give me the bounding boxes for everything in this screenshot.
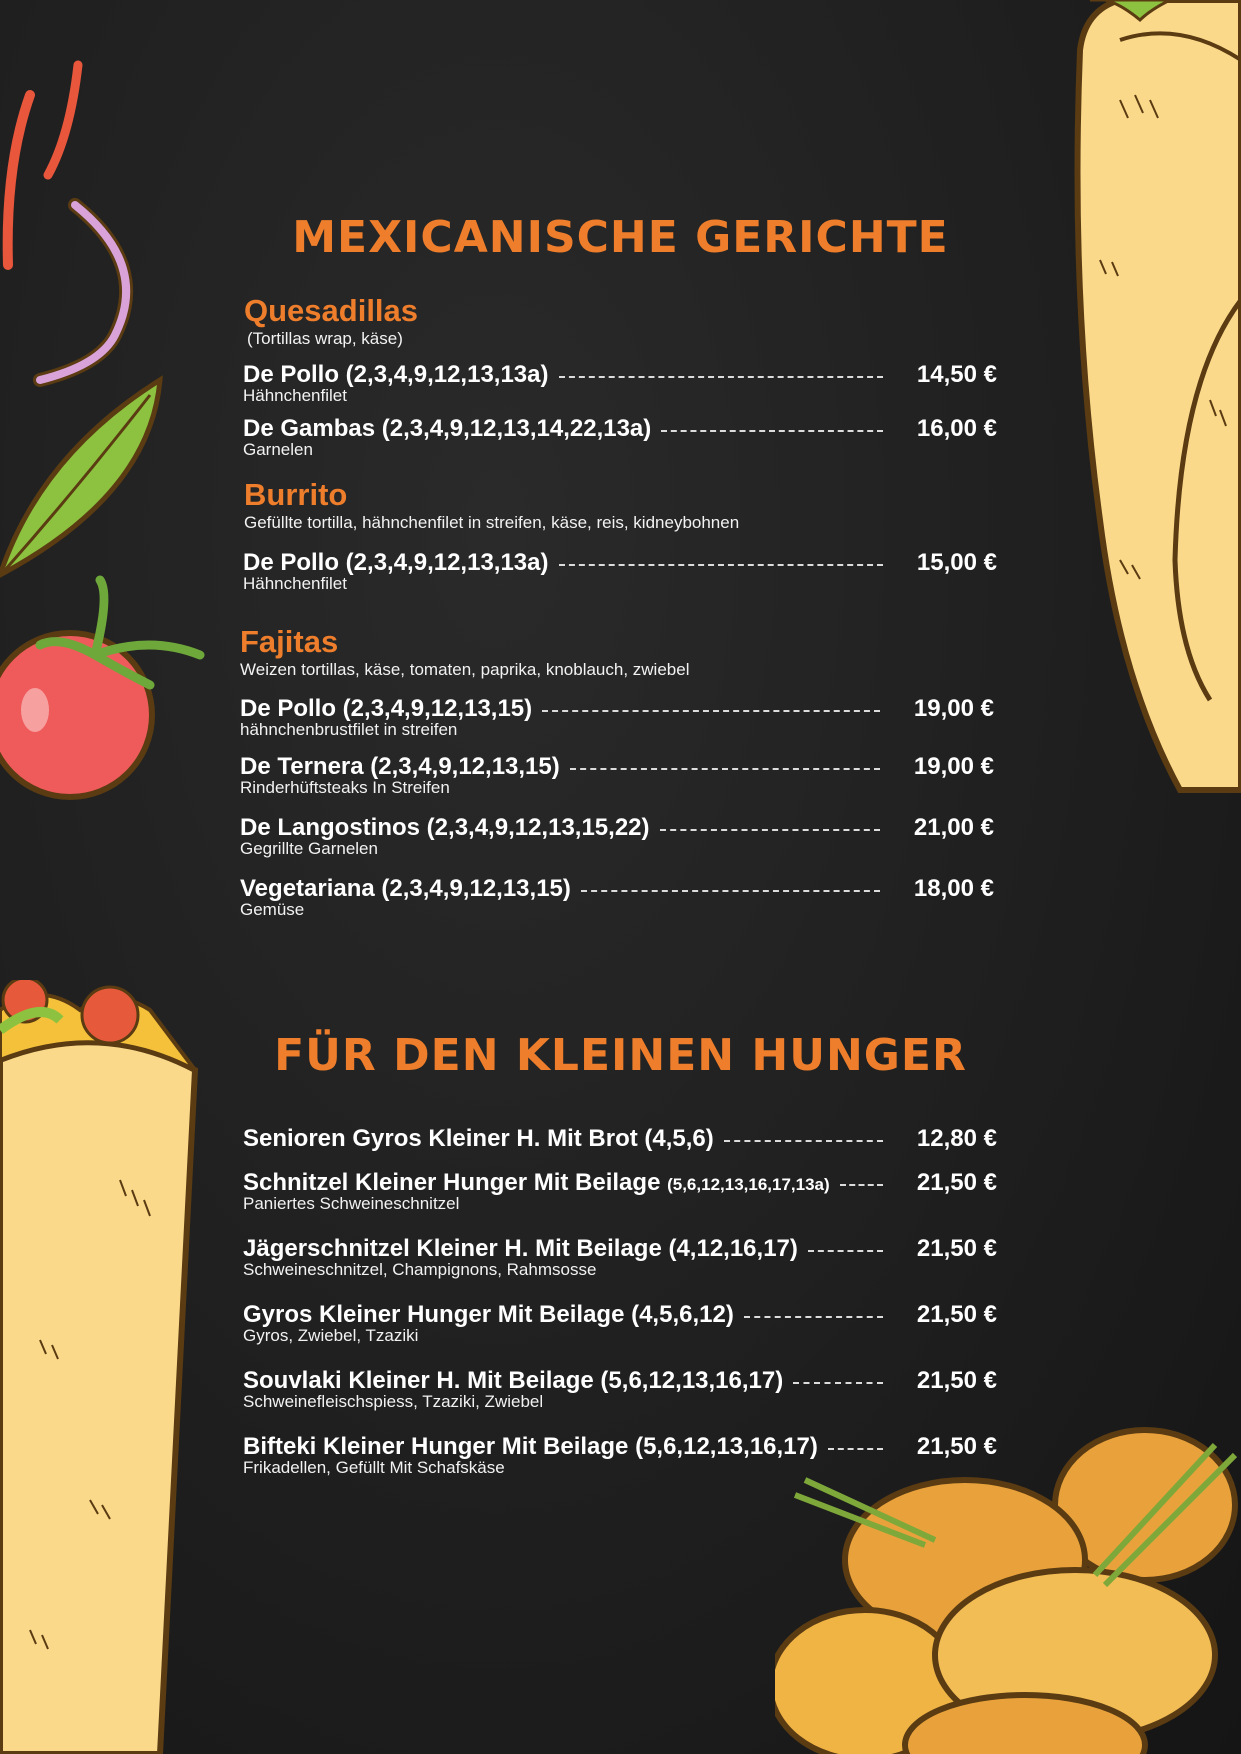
item-name: De Ternera (2,3,4,9,12,13,15) bbox=[240, 753, 560, 780]
item-price: 21,50 € bbox=[916, 1301, 997, 1328]
dotted-leader bbox=[559, 564, 884, 566]
menu-item bbox=[243, 548, 997, 600]
item-desc: Hähnchenfilet bbox=[243, 574, 347, 593]
tomato-illustration bbox=[0, 575, 205, 835]
menu-item bbox=[240, 752, 994, 804]
category-title-fajitas: Fajitas bbox=[240, 624, 339, 659]
item-price: 16,00 € bbox=[916, 415, 997, 442]
item-desc: Gyros, Zwiebel, Tzaziki bbox=[243, 1326, 419, 1345]
menu-item bbox=[243, 1234, 997, 1286]
item-desc: Paniertes Schweineschnitzel bbox=[243, 1194, 460, 1213]
item-desc: Gegrillte Garnelen bbox=[240, 839, 378, 858]
item-price: 21,50 € bbox=[916, 1367, 997, 1394]
item-desc: Gemüse bbox=[240, 900, 305, 919]
item-name: Gyros Kleiner Hunger Mit Beilage (4,5,6,12) bbox=[243, 1301, 734, 1328]
item-desc: Schweinefleischspiess, Tzaziki, Zwiebel bbox=[243, 1392, 544, 1411]
dotted-leader bbox=[840, 1184, 883, 1186]
item-desc: Rinderhüftsteaks In Streifen bbox=[240, 778, 450, 797]
menu-item bbox=[240, 813, 994, 865]
burrito-illustration bbox=[1060, 0, 1241, 800]
item-price: 21,00 € bbox=[913, 814, 994, 841]
menu-item bbox=[240, 874, 994, 926]
leaf-illustration bbox=[0, 375, 170, 595]
category-title-quesadillas: Quesadillas bbox=[244, 293, 419, 328]
item-price: 21,50 € bbox=[916, 1235, 997, 1262]
item-name: Schnitzel Kleiner Hunger Mit Beilage (5,6,12,13,16,17,13a) bbox=[243, 1169, 830, 1196]
dotted-leader bbox=[828, 1448, 883, 1450]
item-name: De Pollo (2,3,4,9,12,13,13a) bbox=[243, 549, 549, 576]
item-name: De Pollo (2,3,4,9,12,13,13a) bbox=[243, 361, 549, 388]
item-desc: hähnchenbrustfilet in streifen bbox=[240, 720, 458, 739]
dotted-leader bbox=[744, 1316, 883, 1318]
dotted-leader bbox=[724, 1140, 883, 1142]
section-title-mexican: MEXICANISCHE GERICHTE bbox=[292, 212, 949, 263]
menu-item bbox=[243, 360, 997, 412]
dotted-leader bbox=[542, 710, 880, 712]
category-desc-fajitas: Weizen tortillas, käse, tomaten, paprika, knoblauch, zwiebel bbox=[240, 660, 690, 679]
dotted-leader bbox=[581, 890, 880, 892]
item-name: De Langostinos (2,3,4,9,12,13,15,22) bbox=[240, 814, 650, 841]
item-price: 15,00 € bbox=[916, 549, 997, 576]
item-codes: (5,6,12,13,16,17,13a) bbox=[667, 1175, 830, 1194]
item-desc: Frikadellen, Gefüllt Mit Schafskäse bbox=[243, 1458, 505, 1477]
dotted-leader bbox=[559, 376, 884, 378]
category-desc-burrito: Gefüllte tortilla, hähnchenfilet in streifen, käse, reis, kidneybohnen bbox=[244, 513, 740, 532]
item-name: Vegetariana (2,3,4,9,12,13,15) bbox=[240, 875, 571, 902]
dotted-leader bbox=[808, 1250, 883, 1252]
item-name: Senioren Gyros Kleiner H. Mit Brot (4,5,6) bbox=[243, 1125, 714, 1152]
dotted-leader bbox=[570, 768, 880, 770]
dotted-leader bbox=[661, 430, 883, 432]
menu-item bbox=[243, 1432, 997, 1484]
item-price: 19,00 € bbox=[913, 695, 994, 722]
menu-item bbox=[243, 1300, 997, 1352]
menu-item bbox=[243, 414, 997, 466]
item-name: Souvlaki Kleiner H. Mit Beilage (5,6,12,13,16,17) bbox=[243, 1367, 784, 1394]
item-desc: Garnelen bbox=[243, 440, 313, 459]
section-title-small-hunger: FÜR DEN KLEINEN HUNGER bbox=[274, 1030, 967, 1081]
wrap-illustration bbox=[0, 980, 210, 1754]
item-name: De Pollo (2,3,4,9,12,13,15) bbox=[240, 695, 533, 722]
item-name: De Gambas (2,3,4,9,12,13,14,22,13a) bbox=[243, 415, 652, 442]
dotted-leader bbox=[793, 1382, 883, 1384]
item-price: 19,00 € bbox=[913, 753, 994, 780]
menu-item bbox=[243, 1168, 997, 1220]
item-price: 21,50 € bbox=[916, 1169, 997, 1196]
item-name: Bifteki Kleiner Hunger Mit Beilage (5,6,12,13,16,17) bbox=[243, 1433, 818, 1460]
menu-item bbox=[243, 1366, 997, 1418]
item-price: 14,50 € bbox=[916, 361, 997, 388]
item-price: 12,80 € bbox=[916, 1125, 997, 1152]
dotted-leader bbox=[660, 829, 880, 831]
category-desc-quesadillas: (Tortillas wrap, käse) bbox=[247, 329, 403, 348]
item-desc: Hähnchenfilet bbox=[243, 386, 347, 405]
item-desc: Schweineschnitzel, Champignons, Rahmsosse bbox=[243, 1260, 597, 1279]
item-name: Jägerschnitzel Kleiner H. Mit Beilage (4,12,16,17) bbox=[243, 1235, 798, 1262]
menu-item bbox=[240, 694, 994, 746]
item-price: 18,00 € bbox=[913, 875, 994, 902]
category-title-burrito: Burrito bbox=[244, 477, 348, 512]
item-price: 21,50 € bbox=[916, 1433, 997, 1460]
